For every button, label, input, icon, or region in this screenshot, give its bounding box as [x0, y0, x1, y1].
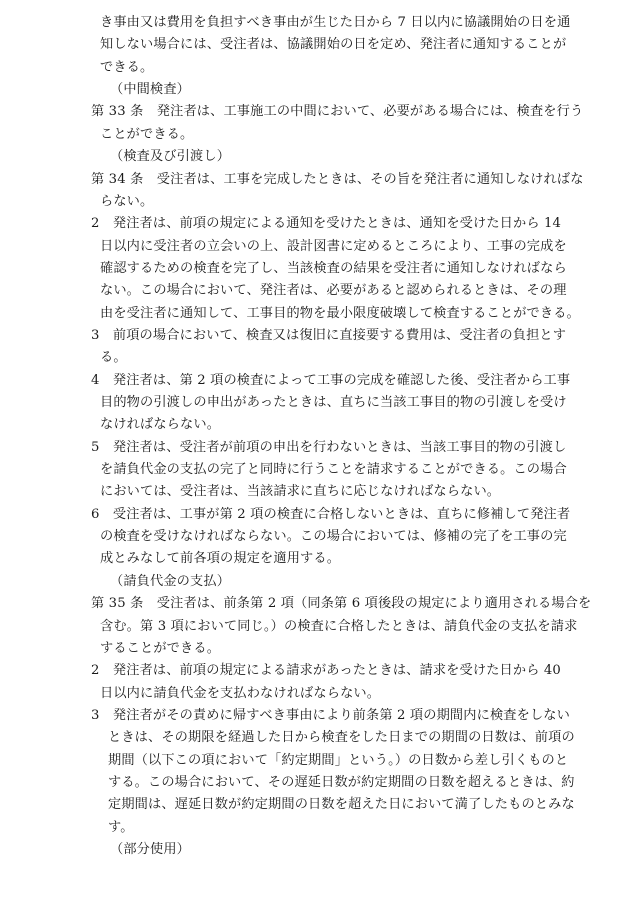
- paragraph-5-line: 5 発注者は、受注者が前項の申出を行わないときは、当該工事目的物の引渡し: [91, 439, 567, 455]
- text-line: す。: [108, 819, 134, 835]
- text-line: 含む。第 3 項において同じ。）の検査に合格したときは、請負代金の支払を請求: [100, 618, 578, 634]
- article-33-line: 第 33 条 発注者は、工事施工の中間において、必要がある場合には、検査を行う: [91, 104, 584, 120]
- text-line: することができる。: [100, 640, 221, 656]
- paragraph-3-line: 3 発注者がその責めに帰すべき事由により前条第 2 項の期間内に検査をしない: [91, 707, 570, 723]
- text-line: る。: [100, 350, 127, 366]
- article-34-line: 第 34 条 受注者は、工事を完成したときは、その旨を発注者に通知しなければな: [91, 171, 584, 187]
- text-line: ことができる。: [100, 126, 194, 142]
- section-heading: （中間検査）: [110, 82, 191, 98]
- paragraph-4-line: 4 発注者は、第 2 項の検査によって工事の完成を確認した後、受注者から工事: [91, 372, 571, 388]
- text-line: 由を受注者に通知して、工事目的物を最小限度破壊して検査することができる。: [100, 305, 580, 321]
- paragraph-6-line: 6 受注者は、工事が第 2 項の検査に合格しないときは、直ちに修補して発注者: [91, 506, 571, 522]
- text-line: 成とみなして前各項の規定を適用する。: [100, 551, 341, 567]
- section-heading: （検査及び引渡し）: [110, 149, 231, 165]
- article-35-line: 第 35 条 受注者は、前条第 2 項（同条第 6 項後段の規定により適用される場合を: [91, 596, 592, 612]
- text-line: 知しない場合には、受注者は、協議開始の日を定め、発注者に通知することが: [100, 37, 567, 53]
- paragraph-2-line: 2 発注者は、前項の規定による通知を受けたときは、通知を受けた日から 14: [91, 216, 562, 232]
- text-line: らない。: [100, 193, 154, 209]
- text-line: できる。: [100, 59, 154, 75]
- text-line: の検査を受けなければならない。この場合においては、修補の完了を工事の完: [100, 529, 567, 545]
- text-line: においては、受注者は、当該請求に直ちに応じなければならない。: [100, 484, 501, 500]
- text-line: 日以内に請負代金を支払わなければならない。: [100, 685, 381, 701]
- section-heading: （請負代金の支払）: [110, 573, 231, 589]
- text-line: する。この場合において、その遅延日数が約定期間の日数を超えるときは、約: [108, 774, 575, 790]
- paragraph-2-line: 2 発注者は、前項の規定による請求があったときは、請求を受けた日から 40: [91, 663, 561, 679]
- text-line: 定期間は、遅延日数が約定期間の日数を超えた日において満了したものとみな: [108, 797, 575, 813]
- text-line: 期間（以下この項において「約定期間」という。）の日数から差し引くものと: [108, 752, 569, 768]
- text-line: を請負代金の支払の完了と同時に行うことを請求することができる。この場合: [100, 462, 567, 477]
- section-heading: （部分使用）: [110, 842, 191, 857]
- text-line: 確認するための検査を完了し、当該検査の結果を受注者に通知しなければなら: [100, 260, 567, 276]
- text-line: 日以内に受注者の立会いの上、設計図書に定めるところにより、工事の完成を: [100, 238, 567, 254]
- text-line: ない。この場合において、発注者は、必要があると認められるときは、その理: [100, 283, 567, 299]
- text-line: ときは、その期限を経過した日から検査をした日までの期間の日数は、前項の: [108, 730, 575, 746]
- text-line: なければならない。: [100, 417, 221, 433]
- paragraph-3-line: 3 前項の場合において、検査又は復旧に直接要する費用は、受注者の負担とす: [91, 327, 567, 343]
- text-line: 目的物の引渡しの申出があったときは、直ちに当該工事目的物の引渡しを受け: [100, 395, 567, 410]
- text-line: き事由又は費用を負担すべき事由が生じた日から 7 日以内に協議開始の日を通: [100, 15, 571, 30]
